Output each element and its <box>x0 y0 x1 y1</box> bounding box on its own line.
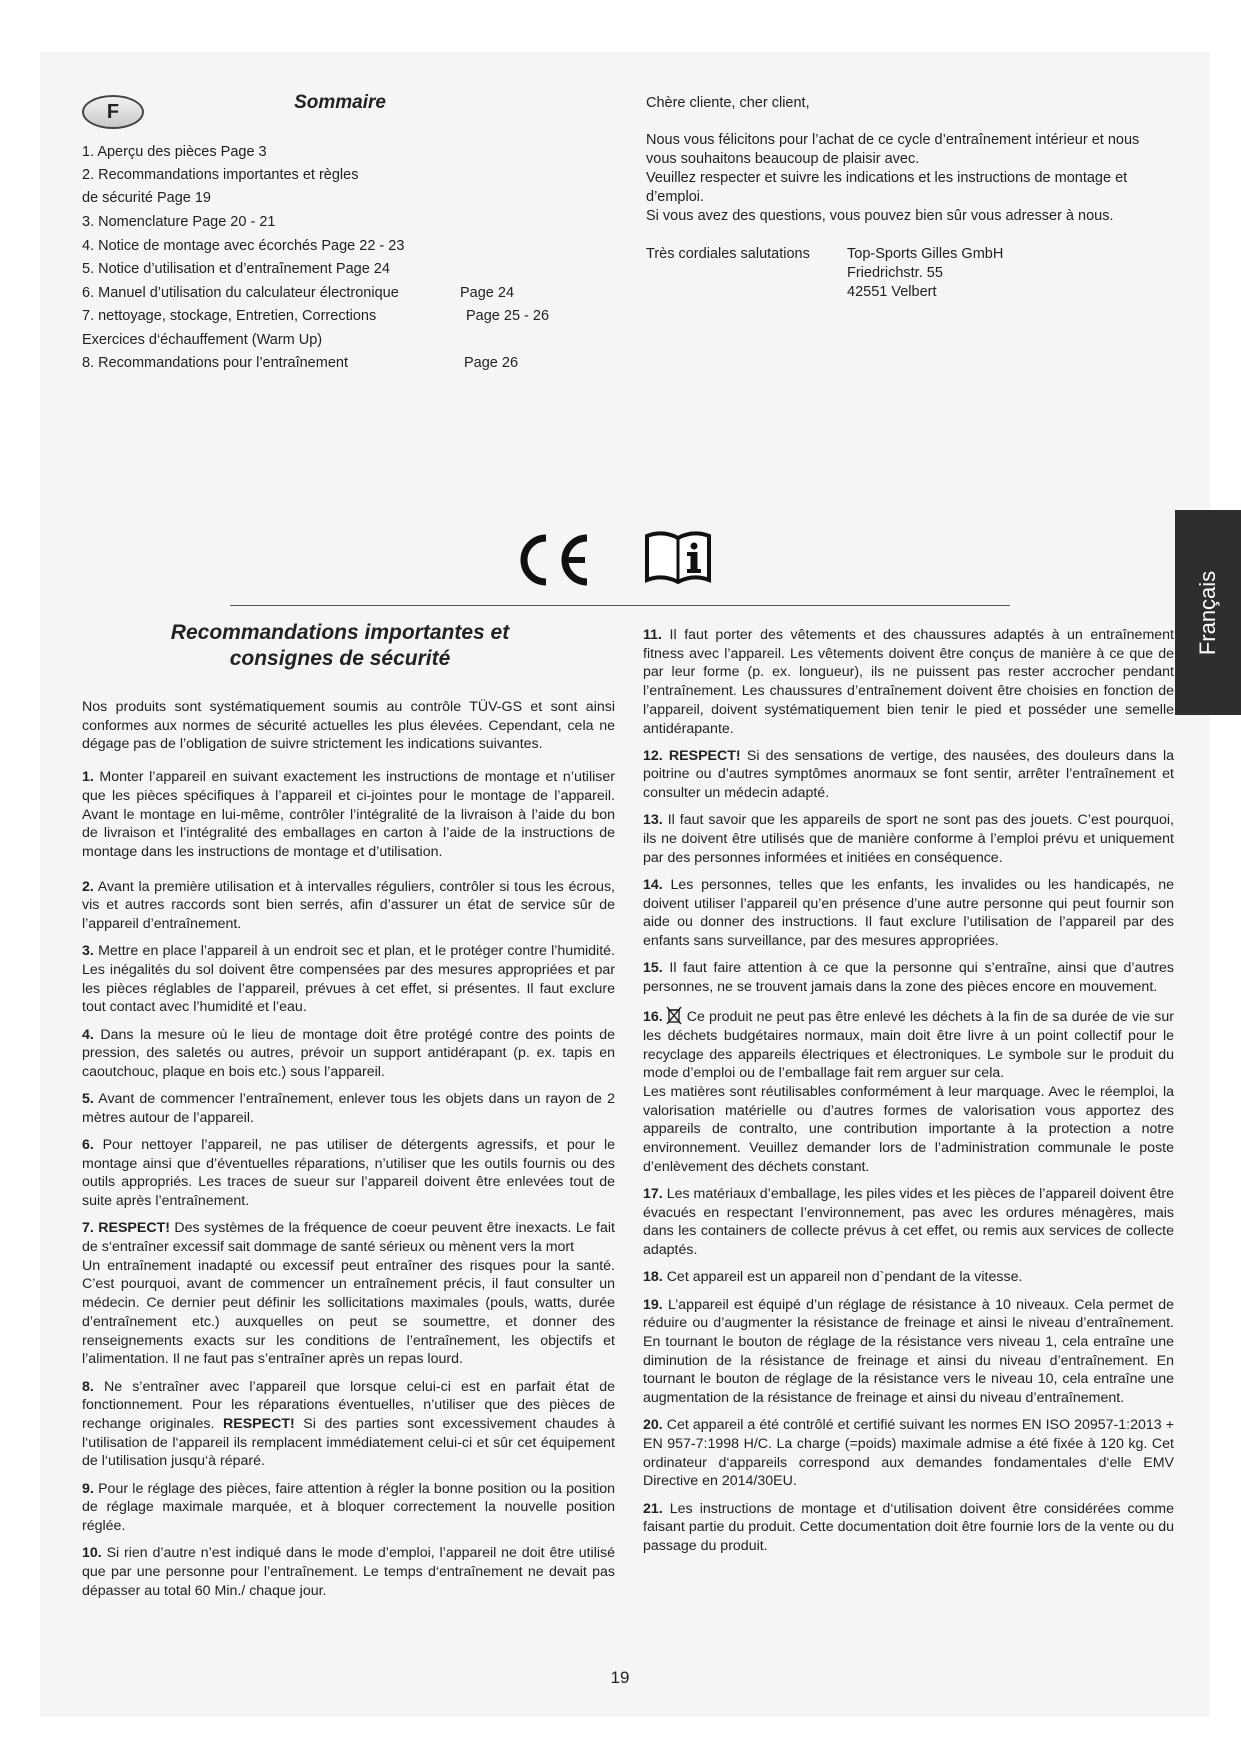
safety-column-right <box>643 626 1174 1564</box>
section-divider <box>230 605 1010 606</box>
safety-item: 2. Avant la première utilisation et à intervalles réguliers, contrôler si tous les écrous, vis et autres raccords sont bien serrés, afin d’assurer un état de service sûr de l’appareil d’entraînement. <box>82 878 615 933</box>
safety-item: 19. L’appareil est équipé d’un réglage de résistance à 10 niveaux. Cela permet de réduire ou d’augmenter la résistance de freinage et ainsi le niveau d’entraînement. En tournant le bouton de réglage de la résistance vers niveau 1, cela entraîne une diminution de la résistance de freinage et ainsi du niveau d’entraînement. En tournant le bouton de réglage de la résistance vers le niveau 10, cela entraîne une augmentation de la résistance de freinage et ainsi du niveau d’entraînement. <box>643 1296 1174 1407</box>
letter-greeting: Chère cliente, cher client, <box>646 95 810 111</box>
safety-item: 7. RESPECT! Des systèmes de la fréquence de coeur peuvent être inexacts. Le fait de s‘entraîner excessif sait dommage de santé sérieux ou mènent vers la mort <box>82 1220 615 1256</box>
language-side-tab: Français <box>1175 510 1241 715</box>
letter-paragraph: Nous vous félicitons pour l’achat de ce cycle d’entraînement intérieur et nous vous souhaitons beaucoup de plaisir avec. <box>646 132 1140 167</box>
company-name: Top-Sports Gilles GmbH <box>847 246 1004 262</box>
safety-item: 10. Si rien d’autre n’est indiqué dans le mode d’emploi, l’appareil ne doit être utilisé que par une personne pour l’entraînement. Le temps d‘entraînement ne devait pas dépasser au total 60 Min./ chaque jour. <box>82 1545 615 1599</box>
safety-item-continued: Les matières sont réutilisables conformément à leur marquage. Avec le réemploi, la valorisation matérielle ou d’autres formes de valorisation vous apportez des appareils de contralto, une contribution importante à la protection a notre environnement. Veuillez demander lors de l’administration communale le poste d’enlèvement des déchets constant. <box>643 1083 1174 1175</box>
signature-block <box>646 245 1166 305</box>
company-address <box>847 245 1003 302</box>
company-city: 42551 Velbert <box>847 284 937 300</box>
safety-item: 14. Les personnes, telles que les enfants, les invalides ou les handicapés, ne doivent utiliser l’appareil qu’en présence d’une autre personne qui peut fournir son aide ou donner des instructions. Il faut exclure l’utilisation de l’appareil par des enfants sans surveillance, par des mesures appropriées. <box>643 876 1174 950</box>
safety-item: 5. Avant de commencer l’entraînement, enlever tous les objets dans un rayon de 2 mètres autour de l’appareil. <box>82 1091 615 1126</box>
safety-item: 17. Les matériaux d’emballage, les piles vides et les pièces de l’appareil doivent être évacués en respectant l’environnement, pas avec les ordures ménagères, mais dans les containers de collecte prévus à cet effet, ou remis aux services de collecte adaptés. <box>643 1185 1174 1259</box>
safety-item: 4. Dans la mesure où le lieu de montage doit être protégé contre des points de pression, des saletés ou autres, prévoir un support antidérapant (p. ex. tapis en caoutchouc, plaque en bois etc.) sous l’appareil. <box>82 1026 615 1080</box>
safety-item-continued: Un entraînement inadapté ou excessif peut entraîner des risques pour la santé. C’est pourquoi, avant de commencer un entraînement précis, il faut consulter un médecin. Ce dernier peut définir les sollicitations maximales (pouls, watts, durée d’entraînement etc.) auxquelles on peut se soumettre, et donner des renseignements exacts sur les conditions de l’entraînement, les objectifs et l’alimentation. Il ne faut pas s’entraîner après un repas lourd. <box>82 1257 615 1368</box>
safety-intro: Nos produits sont systématiquement soumis au contrôle TÜV-GS et sont ainsi conformes aux normes de sécurité actuelles les plus élevées. Cependant, cela ne dégage pas de l’obligation de suivre strictement les indications suivantes. <box>82 699 615 753</box>
letter-paragraph: Veuillez respecter et suivre les indications et les instructions de montage et d’emploi. <box>646 170 1128 205</box>
safety-item: 11. Il faut porter des vêtements et des chaussures adaptés à un entraînement fitness avec l’appareil. Les vêtements doivent être conçus de manière à ce que de par leur forme (p. ex. longueur), ils ne puissent pas rester accrocher pendant l’entraînement. Les chaussures d’entraînement doivent être choisies en fonction de l’appareil, doivent systématiquement bien tenir le pied et posséder une semelle antidérapante. <box>643 627 1174 737</box>
sommaire-title: Sommaire <box>294 92 386 113</box>
company-street: Friedrichstr. 55 <box>847 265 943 281</box>
safety-item: 3. Mettre en place l’appareil à un endroit sec et plan, et le protéger contre l’humidité. Les inégalités du sol doivent être compensées par des mesures appropriées et par les pièces réglables de l’appareil, prévues à cet effet, si présentes. Il faut exclure tout contact avec l’humidité et l’eau. <box>82 943 615 1016</box>
safety-item: 12. RESPECT! Si des sensations de vertige, des nausées, des douleurs dans la poitrine ou d’autres symptômes anormaux se font sentir, arrêter l’entraînement et consulter un médecin adapté. <box>643 747 1174 802</box>
crossed-bin-icon <box>665 1005 683 1025</box>
page-number: 19 <box>610 1668 630 1687</box>
ce-mark-icon <box>513 530 593 590</box>
safety-item: 9. Pour le réglage des pièces, faire attention à régler la bonne position ou la position de réglage maximale marquée, et à bloquer correctement la nouvelle position réglée. <box>82 1480 615 1534</box>
letter-paragraph: Si vous avez des questions, vous pouvez bien sûr vous adresser à nous. <box>646 208 1114 224</box>
welcome-letter <box>646 94 1166 305</box>
safety-column-left <box>82 698 615 1609</box>
safety-item: 1. Monter l’appareil en suivant exactement les instructions de montage et n’utiliser que les pièces spécifiques à l’appareil et ci-jointes pour le montage de l’appareil. Avant le montage en lui-même, contrôler l’intégralité de la livraison à l’aide du bon de livraison et l’intégralité des emballages en carton à l’aide de la instructions de montage dans les instructions de montage et d’utilisation. <box>82 769 615 860</box>
language-badge: F <box>82 95 144 129</box>
safety-item: 6. Pour nettoyer l’appareil, ne pas utiliser de détergents agressifs, et pour le montage ainsi que d’éventuelles réparations, n’utiliser que les outils fournis ou des outils appropriés. Les traces de sueur sur l’appareil doivent être enlevées tout de suite après l’entraînement. <box>82 1137 615 1210</box>
manual-info-icon <box>643 528 713 588</box>
safety-item: 18. Cet appareil est un appareil non d`pendant de la vitesse. <box>643 1269 1023 1286</box>
safety-item: 20. Cet appareil a été contrôlé et certifié suivant les normes EN ISO 20957-1:2013 + EN 957-7:1998 H/C. La charge (=poids) maximale admise a été fixée à 120 kg. Cet ordinateur d‘appareils correspond aux demandes fondamentales d‘elle EMV Directive en 2014/30EU. <box>643 1417 1174 1490</box>
safety-item: 13. Il faut savoir que les appareils de sport ne sont pas des jouets. C’est pourquoi, ils ne doivent être utilisés que de manière conforme à l’emploi prévu et uniquement par des personnes informées et initiées en conséquence. <box>643 812 1175 866</box>
safety-item: 15. Il faut faire attention à ce que la personne qui s’entraîne, ainsi que d’autres personnes, ne se trouvent jamais dans la zone des pièces encore en mouvement. <box>643 960 1174 995</box>
safety-section-title: Recommandations importantes et consignes de sécurité <box>170 621 510 670</box>
safety-item: 16. Ce produit ne peut pas être enlevé les déchets à la fin de sa durée de vie sur les déchets budgétaires normaux, main doit être livre à un point collectif pour le recyclage des appareils électriques et électroniques. Le symbole sur le produit du mode d’emploi ou de l’emballage fait rem arguer sur cela. <box>643 1005 1174 1083</box>
safety-item: 21. Les instructions de montage et d‘utilisation doivent être considérées comme faisant partie du produit. Cette documentation doit être fournie lors de la vente ou du passage du produit. <box>643 1500 1174 1554</box>
salutation: Très cordiales salutations <box>646 246 810 262</box>
safety-item: 8. Ne s’entraîner avec l’appareil que lorsque celui-ci est en parfait état de fonctionnement. Pour les réparations éventuelles, n’utiliser que des pièces de rechange originales. RESPECT! Si des parties sont excessivement chaudes à l‘utilisation de l‘appareil ils remplacent immédiatement celui-ci et sûr cet équipement de l‘utilisation jusqu‘à réparé. <box>82 1378 615 1470</box>
